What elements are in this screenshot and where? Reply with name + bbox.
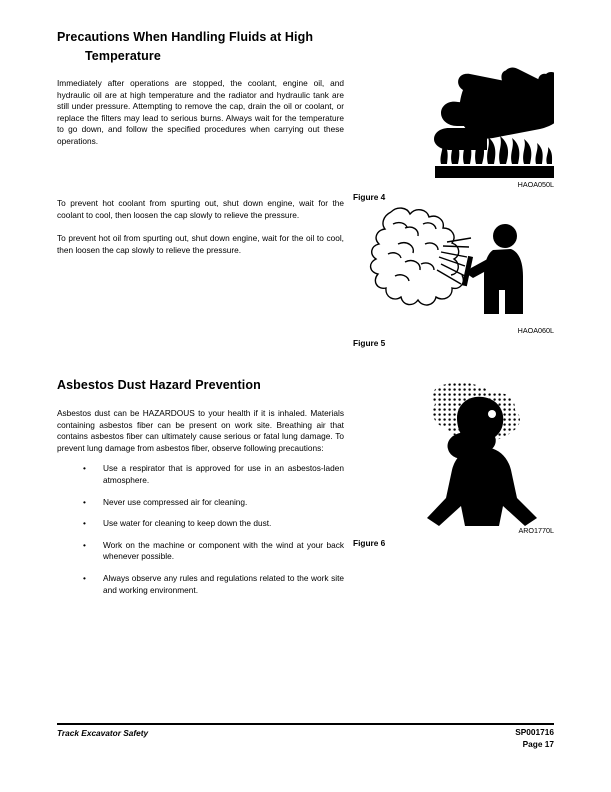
figure-4-image — [353, 40, 554, 180]
page-content — [57, 28, 554, 595]
section-asbestos-dust — [57, 376, 344, 606]
figure-5-image — [353, 194, 554, 326]
list-item — [57, 518, 344, 530]
figure-6 — [353, 378, 554, 548]
figure-5-code: HAOA060L — [517, 326, 554, 335]
figure-6-image — [353, 378, 554, 526]
heading-line-1: Precautions When Handling Fluids at High — [57, 30, 314, 44]
footer-document-number: SP001716 — [515, 727, 554, 737]
section-high-temperature-continued — [57, 198, 344, 265]
list-item — [57, 463, 344, 486]
list-item — [57, 497, 344, 509]
list-item-text: Use water for cleaning to keep down the dust. — [103, 518, 272, 529]
list-item — [57, 573, 344, 596]
footer-title: Track Excavator Safety — [57, 728, 149, 738]
bullet-marker: • — [83, 463, 86, 474]
paragraph: To prevent hot coolant from spurting out, shut down engine, wait for the coolant to cool, then loosen the cap slowly to relieve the pressure. — [57, 198, 344, 220]
bullet-marker: • — [83, 572, 86, 583]
figure-5-caption: Figure 5 — [353, 338, 386, 348]
figure-4-caption: Figure 4 — [353, 192, 386, 202]
section-text-column — [57, 28, 344, 148]
figure-5 — [353, 194, 554, 348]
precautions-list — [57, 463, 344, 596]
figure-4 — [353, 40, 554, 202]
list-item-text: Always observe any rules and regulations related to the work site and working environment. — [103, 572, 344, 595]
list-item-text: Use a respirator that is approved for use in an asbestos-laden atmosphere. — [103, 463, 344, 485]
list-item-text: Never use compressed air for cleaning. — [103, 496, 248, 507]
bullet-marker: • — [83, 496, 86, 507]
figure-6-caption: Figure 6 — [353, 538, 386, 548]
bullet-marker: • — [83, 518, 86, 529]
heading-line-2: Temperature — [85, 49, 161, 63]
paragraph: Asbestos dust can be HAZARDOUS to your health if it is inhaled. Materials containing asbestos fiber can be present on work site. Breathing air that contains asbestos fiber can ultimately cause serious or fatal lung damage. To prevent lung damage from asbestos fiber, observe following precautions: — [57, 408, 344, 453]
footer-meta — [515, 727, 554, 750]
list-item-text: Work on the machine or component with the wind at your back whenever possible. — [103, 539, 344, 562]
hand-over-flames-icon — [353, 40, 554, 180]
person-hot-spray-icon — [353, 194, 554, 326]
respirator-dust-icon — [353, 378, 554, 526]
section-heading-asbestos: Asbestos Dust Hazard Prevention — [57, 378, 261, 392]
figure-6-code: ARO1770L — [518, 526, 554, 535]
bullet-marker: • — [83, 539, 86, 550]
page-title — [57, 28, 344, 66]
footer-divider — [57, 723, 554, 725]
figure-4-code: HAOA050L — [517, 180, 554, 189]
list-item — [57, 540, 344, 563]
footer-page-number: Page 17 — [522, 738, 554, 749]
paragraph: Immediately after operations are stopped, the coolant, engine oil, and hydraulic oil are at high temperature and the radiator and hydraulic tank are still under pressure. Attempting to remove the cap, drain the oil or coolant, or replace the filters may lead to serious burns. Always wait for the temperature to go down, and follow the specified procedures when carrying out these operations. — [57, 78, 344, 146]
paragraph: To prevent hot oil from spurting out, shut down engine, wait for the oil to cool, then loosen the cap slowly to relieve the pressure. — [57, 233, 344, 255]
